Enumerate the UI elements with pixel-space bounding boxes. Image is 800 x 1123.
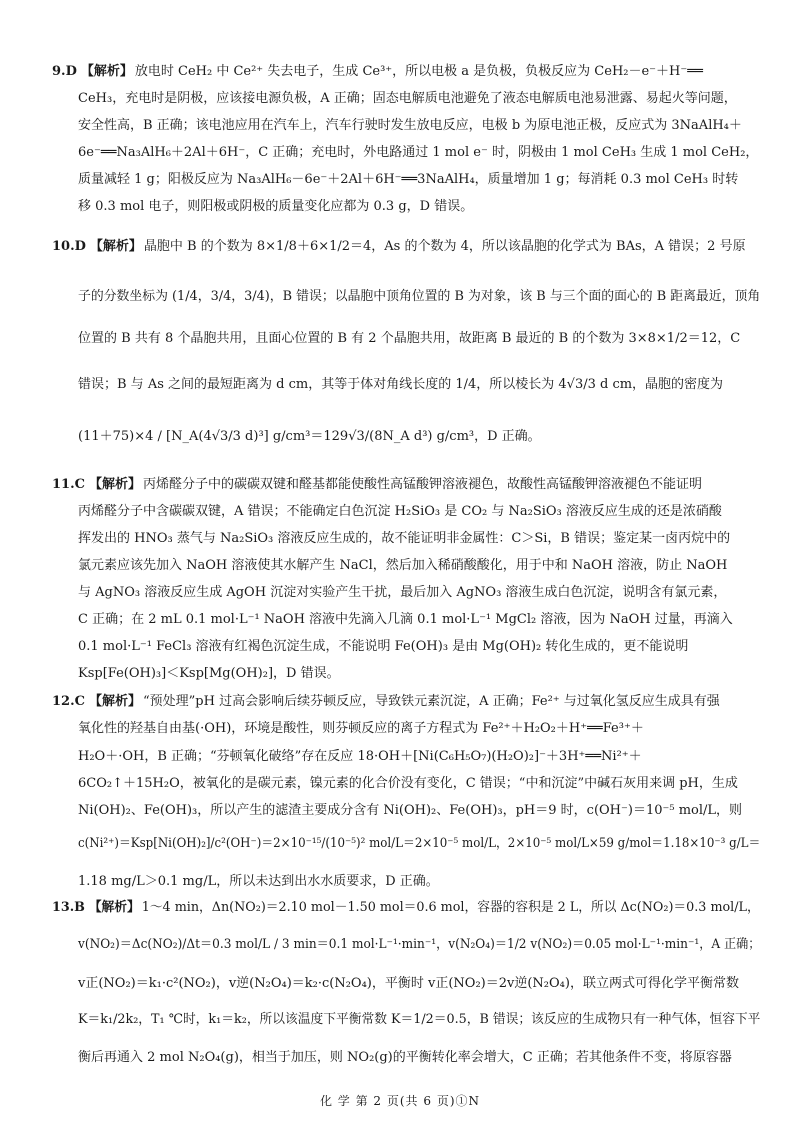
answer-text: “预处理”pH 过高会影响后续芬顿反应，导致铁元素沉淀，A 正确；Fe²⁺ 与过氧化氢反应生成具有强 xyxy=(142,694,720,709)
answer-line: (11＋75)×4 / [N_A(4√3/3 d)³] g/cm³＝129√3/(8N_A d³) g/cm³，D 正确。 xyxy=(78,429,541,444)
answer-line: K＝k₁/2k₂，T₁ ℃时，k₁＝k₂，所以该温度下平衡常数 K＝1/2＝0.5，B 错误；该反应的生成物只有一种气体，恒容下平 xyxy=(78,1012,761,1027)
answer-text: 丙烯醛分子中的碳碳双键和醛基都能使酸性高锰酸钾溶液褪色，故酸性高锰酸钾溶液褪色不能证明 xyxy=(142,477,702,492)
answer-line: 6CO₂↑＋15H₂O，被氧化的是碳元素，镍元素的化合价没有变化，C 错误；“中和沉淀”中碱石灰用来调 pH，生成 xyxy=(78,776,738,791)
page-footer: 化 学 第 2 页(共 6 页)①N xyxy=(319,1094,481,1108)
analysis-tag: 【解析】 xyxy=(80,64,133,79)
analysis-tag: 【解析】 xyxy=(88,900,140,915)
question-number: 10.D xyxy=(52,239,86,254)
answer-line: 移 0.3 mol 电子，则阳极或阴极的质量变化应都为 0.3 g，D 错误。 xyxy=(78,199,474,214)
answer-line xyxy=(52,692,720,712)
answer-line: 1.18 mg/L＞0.1 mg/L，所以未达到出水水质要求，D 正确。 xyxy=(78,874,439,889)
answer-line: 错误；B 与 As 之间的最短距离为 d cm，其等于体对角线长度的 1/4，所以棱长为 4√3/3 d cm，晶胞的密度为 xyxy=(78,377,724,392)
analysis-tag: 【解析】 xyxy=(88,694,141,709)
answer-line: c(Ni²⁺)＝Ksp[Ni(OH)₂]/c²(OH⁻)＝2×10⁻¹⁵/(10⁻⁵)² mol/L＝2×10⁻⁵ mol/L，2×10⁻⁵ mol/L×59 g/mol＝1.18×10⁻³ g/L＝ xyxy=(78,836,761,851)
analysis-tag: 【解析】 xyxy=(89,239,142,254)
answer-text: 1～4 min，Δn(NO₂)＝2.10 mol－1.50 mol＝0.6 mol，容器的容积是 2 L，所以 Δc(NO₂)＝0.3 mol/L， xyxy=(141,900,760,915)
answer-line: CeH₃，充电时是阴极，应该接电源负极，A 正确；固态电解质电池避免了液态电解质电池易泄露、易起火等问题， xyxy=(78,91,737,106)
question-number: 11.C xyxy=(52,477,85,492)
answer-line: 挥发出的 HNO₃ 蒸气与 Na₂SiO₃ 溶液反应生成的，故不能证明非金属性：C＞Si，B 错误；鉴定某一卤丙烷中的 xyxy=(78,531,731,546)
answer-line xyxy=(52,237,746,257)
answer-line: Ksp[Fe(OH)₃]＜Ksp[Mg(OH)₂]，D 错误。 xyxy=(78,666,340,681)
answer-line xyxy=(52,898,760,918)
analysis-tag: 【解析】 xyxy=(88,477,141,492)
answer-line: v正(NO₂)＝k₁·c²(NO₂)，v逆(N₂O₄)＝k₂·c(N₂O₄)，平衡时 v正(NO₂)＝2v逆(N₂O₄)，联立两式可得化学平衡常数 xyxy=(78,976,739,991)
answer-line: 氧化性的羟基自由基(·OH)，环境是酸性，则芬顿反应的离子方程式为 Fe²⁺＋H₂O₂＋H⁺══Fe³⁺＋ xyxy=(78,721,644,736)
answer-line: v(NO₂)＝Δc(NO₂)/Δt＝0.3 mol/L / 3 min＝0.1 mol·L⁻¹·min⁻¹，v(N₂O₄)＝1/2 v(NO₂)＝0.05 mol·L⁻¹·min⁻¹，A 正确； xyxy=(78,937,761,952)
answer-line: 安全性高，B 正确；该电池应用在汽车上，汽车行驶时发生放电反应，电极 b 为原电池正极，反应式为 3NaAlH₄＋ xyxy=(78,118,742,133)
answer-text: 晶胞中 B 的个数为 8×1/8＋6×1/2＝4，As 的个数为 4，所以该晶胞的化学式为 BAs，A 错误；2 号原 xyxy=(143,239,746,254)
answer-line: H₂O＋·OH，B 正确；“芬顿氧化破络”存在反应 18·OH＋[Ni(C₆H₅O₇)(H₂O)₂]⁻＋3H⁺══Ni²⁺＋ xyxy=(78,749,642,764)
answer-line: 与 AgNO₃ 溶液反应生成 AgOH 沉淀对实验产生干扰，最后加入 AgNO₃ 溶液生成白色沉淀，说明含有氯元素， xyxy=(78,585,727,600)
answer-line: 6e⁻══Na₃AlH₆＋2Al＋6H⁻，C 正确；充电时，外电路通过 1 mol e⁻ 时，阴极由 1 mol CeH₃ 生成 1 mol CeH₂， xyxy=(78,145,759,160)
answer-line: 子的分数坐标为 (1/4，3/4，3/4)，B 错误；以晶胞中顶角位置的 B 为对象，该 B 与三个面的面心的 B 距离最近，顶角 xyxy=(78,289,761,304)
answer-line: Ni(OH)₂、Fe(OH)₃，所以产生的滤渣主要成分含有 Ni(OH)₂、Fe(OH)₃，pH＝9 时，c(OH⁻)＝10⁻⁵ mol/L，则 xyxy=(78,803,743,818)
question-number: 9.D xyxy=(52,64,77,79)
answer-line xyxy=(52,62,703,82)
answer-line: 0.1 mol·L⁻¹ FeCl₃ 溶液有红褐色沉淀生成，不能说明 Fe(OH)₃ 是由 Mg(OH)₂ 转化生成的，更不能说明 xyxy=(78,639,689,654)
answer-line: 衡后再通入 2 mol N₂O₄(g)，相当于加压，则 NO₂(g)的平衡转化率会增大，C 正确；若其他条件不变，将原容器 xyxy=(78,1050,732,1065)
answer-line: 质量减轻 1 g；阳极反应为 Na₃AlH₆－6e⁻＋2Al＋6H⁻══3NaAlH₄，质量增加 1 g；每消耗 0.3 mol CeH₃ 时转 xyxy=(78,172,739,187)
question-number: 12.C xyxy=(52,694,85,709)
answer-line: C 正确；在 2 mL 0.1 mol·L⁻¹ NaOH 溶液中先滴入几滴 0.1 mol·L⁻¹ MgCl₂ 溶液，因为 NaOH 过量，再滴入 xyxy=(78,612,733,627)
answer-line xyxy=(52,475,702,495)
answer-line: 氯元素应该先加入 NaOH 溶液使其水解产生 NaCl，然后加入稀硝酸酸化，用于中和 NaOH 溶液，防止 NaOH xyxy=(78,558,728,573)
answer-text: 放电时 CeH₂ 中 Ce²⁺ 失去电子，生成 Ce³⁺，所以电极 a 是负极，负极反应为 CeH₂－e⁻＋H⁻══ xyxy=(134,64,703,79)
question-number: 13.B xyxy=(52,900,85,915)
answer-line: 丙烯醛分子中含碳碳双键，A 错误；不能确定白色沉淀 H₂SiO₃ 是 CO₂ 与 Na₂SiO₃ 溶液反应生成的还是浓硝酸 xyxy=(78,504,722,519)
answer-line: 位置的 B 共有 8 个晶胞共用，且面心位置的 B 有 2 个晶胞共用，故距离 B 最近的 B 的个数为 3×8×1/2＝12，C xyxy=(78,331,741,346)
